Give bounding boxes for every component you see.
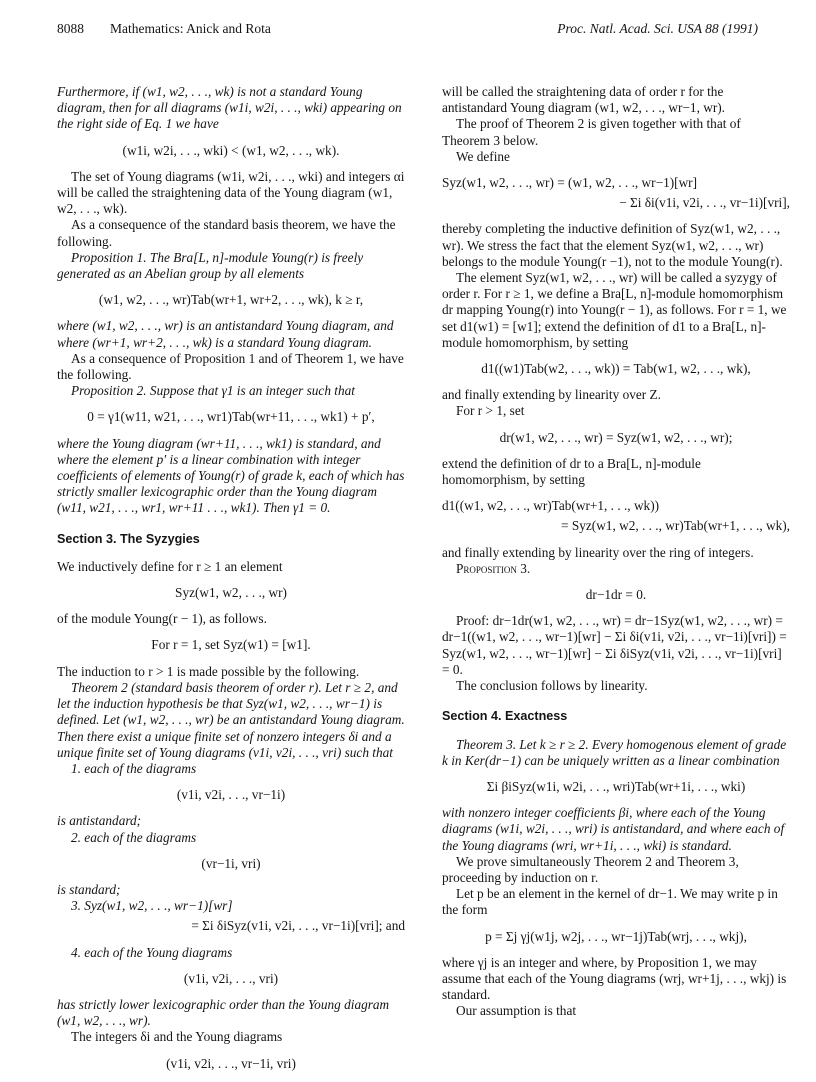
paragraph: has strictly lower lexicographic order than the Young diagram (w1, w2, . . ., wr). [57,996,390,1029]
paragraph: where the Young diagram (wr+11, . . ., wk1) is standard, and where the element p′ is a linear combination with integer coefficients of elements of Young(r) of grade k, each of which has strictly smaller lexicographic order than the Young diagram (w11, w21, . . ., wr1, wr+11 . . ., wk1). Then γ1 = 0. [57,435,405,516]
equation: 0 = γ1(w11, w21, . . ., wr1)Tab(wr+11, . . ., wk1) + p′, [87,409,375,425]
equation: Σi βiSyz(w1i, w2i, . . ., wri)Tab(wr+1i, . . ., wki) [486,778,746,794]
equation: − Σi δi(v1i, v2i, . . ., vr−1i)[vri], [619,195,790,211]
theorem: Theorem 2 (standard basis theorem of order r). Let r ≥ 2, and let the induction hypothesis be that Syz(w1, w2, . . ., wr−1) is defined. Let (w1, w2, . . ., wr) be an antistandard Young diagram. Then there exist a unique finite set of nonzero integers δi and a unique finite set of Young diagrams (v1i, v2i, . . ., vri) such that [57,679,405,760]
list-item: 2. each of the diagrams [71,829,197,845]
equation: dr(w1, w2, . . ., wr) = Syz(w1, w2, . . ., wr); [499,429,733,445]
equation: d1((w1, w2, . . ., wr)Tab(wr+1, . . ., wk)) [442,498,660,514]
paragraph: As a consequence of Proposition 1 and of Theorem 1, we have the following. [57,350,404,383]
paragraph: where (w1, w2, . . ., wr) is an antistandard Young diagram, and where (wr+1, wr+2, . . ., wk) is a standard Young diagram. [57,318,394,350]
page-number: 8088 [57,21,84,36]
list-item: 1. each of the diagrams [71,760,197,776]
proof: Proof: dr−1dr(w1, w2, . . ., wr) = dr−1Syz(w1, w2, . . ., wr) = dr−1((w1, w2, . . ., wr−1)[wr] − Σi δi(v1i, v2i, . . ., vr−1i)[vri]) = Syz(w1, w2, . . ., wr−1)[wr] − Σi δiSyz(v1i, v2i, . . ., vr−1i)[vri] = 0. [442,613,787,677]
proposition: Proposition 2. Suppose that γ1 is an integer such that [71,383,355,399]
section-heading: Section 4. Exactness [442,709,568,724]
paragraph: of the module Young(r − 1), as follows. [57,611,267,627]
paragraph: For r > 1, set [456,403,525,419]
equation: = Σi δiSyz(v1i, v2i, . . ., vr−1i)[vri]; and [191,918,405,934]
paragraph: will be called the straightening data of order r for the antistandard Young diagram (w1, w2, . . ., wr−1, wr). [442,84,725,116]
paragraph: The set of Young diagrams (w1i, w2i, . . ., wki) and integers αi will be called the straightening data of the Young diagram (w1, w2, . . ., wk). [57,168,405,217]
paragraph: We prove simultaneously Theorem 2 and Theorem 3, proceeding by induction on r. [442,853,739,885]
paragraph: The integers δi and the Young diagrams [71,1029,283,1045]
list-item: is antistandard; [57,813,142,829]
proposition: Proposition 3. [456,560,531,576]
equation: d1((w1)Tab(w2, . . ., wk)) = Tab(w1, w2, . . ., wk), [481,361,751,377]
paragraph: The proof of Theorem 2 is given together with that of Theorem 3 below. [442,116,741,148]
equation: = Syz(w1, w2, . . ., wr)Tab(wr+1, . . ., wk), [561,518,790,534]
paragraph: The induction to r > 1 is made possible by the following. [57,663,360,679]
equation: (w1i, w2i, . . ., wki) < (w1, w2, . . ., wk). [122,142,340,158]
paragraph: and finally extending by linearity over the ring of integers. [442,544,754,560]
paragraph: We define [456,148,510,164]
equation: (v1i, v2i, . . ., vri) [183,970,279,986]
equation: Syz(w1, w2, . . ., wr) = (w1, w2, . . ., wr−1)[wr] [442,175,698,191]
equation: (vr−1i, vri) [201,855,261,871]
left-column [57,84,405,1082]
list-item: 4. each of the Young diagrams [71,944,233,960]
section-heading: Section 3. The Syzygies [57,531,200,546]
list-item: is standard; [57,881,121,897]
right-column [442,84,790,1020]
paragraph: with nonzero integer coefficients βi, where each of the Young diagrams (w1i, w2i, . . ., wri) is antistandard, and where each of the Young diagrams (wri, wr+1i, . . ., wki) is standard. [442,805,785,853]
proposition: Proposition 1. The Bra[L, n]-module Young(r) is freely generated as an Abelian group by all elements [57,249,364,282]
paragraph: extend the definition of dr to a Bra[L, n]-module homomorphism, by setting [442,455,701,488]
paragraph: and finally extending by linearity over Z. [442,387,661,403]
equation: For r = 1, set Syz(w1) = [w1]. [151,637,311,653]
journal-citation: Proc. Natl. Acad. Sci. USA 88 (1991) [557,21,758,36]
equation: (v1i, v2i, . . ., vr−1i) [176,787,286,803]
paragraph: As a consequence of the standard basis theorem, we have the following. [57,217,396,249]
equation: dr−1dr = 0. [585,587,647,603]
list-item: 3. Syz(w1, w2, . . ., wr−1)[wr] [71,898,233,914]
paragraph: Let p be an element in the kernel of dr−1. We may write p in the form [442,886,778,918]
paragraph: We inductively define for r ≥ 1 an element [57,558,283,574]
paragraph: The element Syz(w1, w2, . . ., wr) will be called a syzygy of order r. For r ≥ 1, we define a Bra[L, n]-module homomorphism dr mapping Young(r) into Young(r − 1), as follows. For r = 1, we set d1(w1) = [w1]; extend the definition of d1 to a Bra[L, n]-module homomorphism, by setting [442,270,787,350]
theorem: Theorem 3. Let k ≥ r ≥ 2. Every homogenous element of grade k in Ker(dr−1) can be uniquely written as a linear combination [442,736,787,768]
equation: (v1i, v2i, . . ., vr−1i, vri) [166,1055,296,1071]
running-title: Mathematics: Anick and Rota [110,21,271,36]
paragraph: where γj is an integer and where, by Proposition 1, we may assume that each of the Young diagrams (wrj, wr+1j, . . ., wkj) is standard. [442,954,787,1003]
paragraph: Our assumption is that [456,1003,577,1019]
paragraph: thereby completing the inductive definition of Syz(w1, w2, . . ., wr). We stress the fact that the element Syz(w1, w2, . . ., wr) belongs to the module Young(r −1), not to the module Young(r). [442,221,783,269]
equation: (w1, w2, . . ., wr)Tab(wr+1, wr+2, . . ., wk), k ≥ r, [98,292,364,308]
equation: Syz(w1, w2, . . ., wr) [175,585,287,601]
equation: p = Σj γj(w1j, w2j, . . ., wr−1j)Tab(wrj, . . ., wkj), [485,928,747,944]
paragraph: The conclusion follows by linearity. [456,678,648,694]
paragraph: Furthermore, if (w1, w2, . . ., wk) is not a standard Young diagram, then for all diagrams (w1i, w2i, . . ., wki) appearing on the right side of Eq. 1 we have [57,84,402,132]
